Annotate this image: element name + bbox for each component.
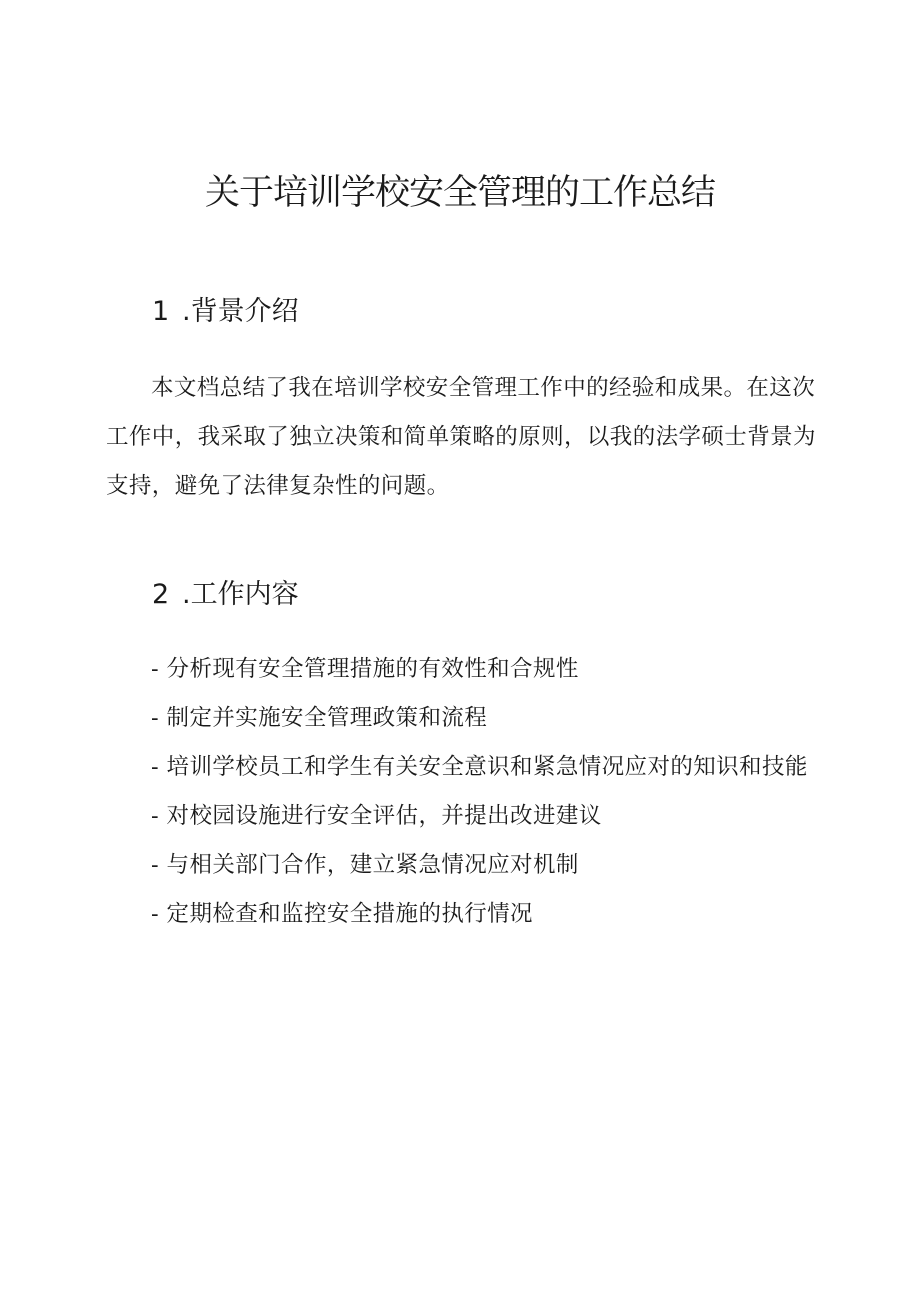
section-title: .工作内容 [182, 579, 299, 610]
list-item: - 培训学校员工和学生有关安全意识和紧急情况应对的知识和技能 [151, 754, 808, 780]
section-heading-background [152, 292, 299, 332]
section-heading-work-content [152, 575, 299, 615]
section-number: 1 [152, 296, 170, 327]
page-title: 关于培训学校安全管理的工作总结 [204, 173, 715, 213]
list-item: - 对校园设施进行安全评估，并提出改进建议 [151, 803, 602, 829]
section-title: .背景介绍 [182, 296, 299, 327]
list-item: - 分析现有安全管理措施的有效性和合规性 [151, 656, 579, 682]
list-item: - 制定并实施安全管理政策和流程 [151, 705, 488, 731]
list-item: - 与相关部门合作，建立紧急情况应对机制 [151, 852, 579, 878]
list-item: - 定期检查和监控安全措施的执行情况 [151, 901, 533, 927]
background-paragraph: 本文档总结了我在培训学校安全管理工作中的经验和成果。在这次工作中，我采取了独立决策和简单策略的原则，以我的法学硕士背景为支持，避免了法律复杂性的问题。 [106, 375, 816, 499]
work-content-list [106, 645, 826, 939]
section-number: 2 [152, 579, 170, 610]
